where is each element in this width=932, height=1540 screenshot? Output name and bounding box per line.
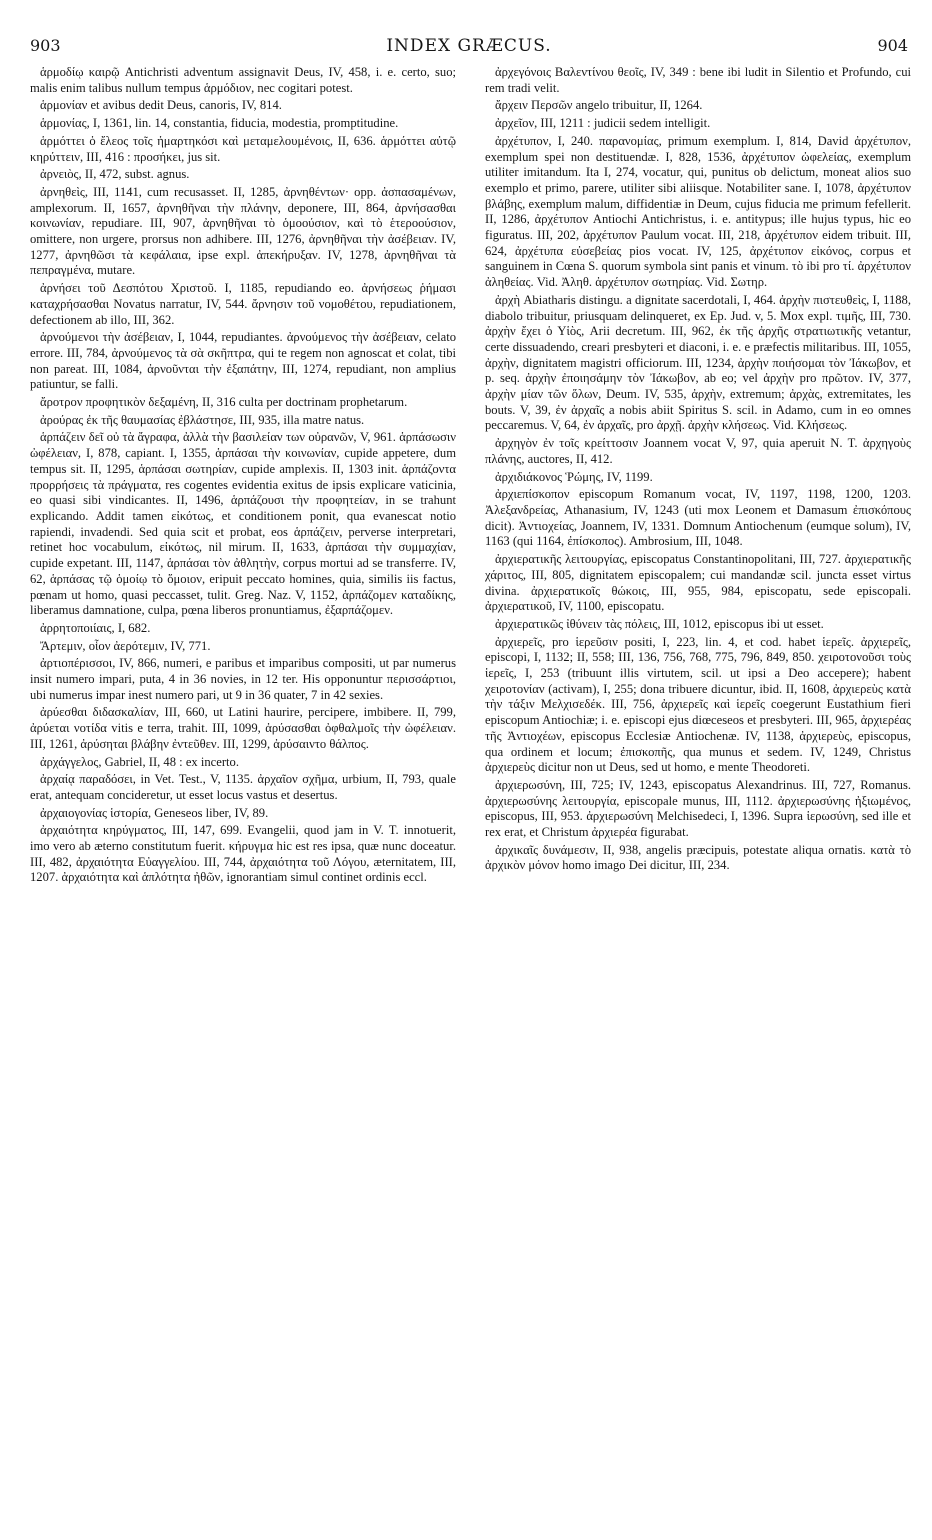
index-entry: ἀρύεσθαι διδασκαλίαν, III, 660, ut Latini haurire, percipere, imbibere. II, 799, ἀρύεται νοτίδα vitis e terra, trahit. III, 1099, ἀρύσασθαι ὀφθαλμοῖς τὴν ὠφέλειαν. III, 1261, ἀρύσηται βλάβην ἐντεῦθεν. III, 1299, ἀρύσαιντο θάλπος. (30, 705, 456, 751)
index-entry: ἀρχεῖον, III, 1211 : judicii sedem intelligit. (495, 116, 711, 131)
index-entry: ἀρνηθεὶς, III, 1141, cum recusasset. II, 1285, ἀρνηθέντων· opp. ἀσπασαμένων, amplexorum. II, 1657, ἀρνηθῆναι τὴν πλάνην, deponere, III, 864, ἀρνήσασθαι κοινωνίαν, repudiare. III, 907, ἀρνηθῆναι τὸ ὁμοούσιον, καὶ τὸ ἑτεροούσιον, omittere, non urgere, prorsus non adhibere. III, 1276, ἀρνηθῆναι τὴν ἀσέβειαν. IV, 1277, ἀρνηθῶσι τὰ κεφάλαια, ipse expl. ἀπεκήρυξαν. IV, 1278, ἀρνηθῆναι τὰ πεπραγμένα, mutare. (30, 184, 456, 278)
index-entry: ἀρχιερατικῆς λειτουργίας, episcopatus Constantinopolitani, III, 727. ἀρχιερατικῆς χάριτος, III, 805, dignitatem episcopalem; cui mandandæ scil. juncta esset virtus divina. ἀρχιερατικοῖς θώκοις, III, 955, 984, episcopatu, sede episcopali. ἀρχιερατικοῦ, IV, 1100, episcopatu. (485, 552, 911, 614)
index-entry: ἀρχέτυπον, I, 240. παρανομίας, primum exemplum. I, 814, David ἀρχέτυπον, exemplum spei non destituendæ. I, 828, 1536, ἀρχέτυπον ὠφελείας, exemplum utiliter imitandum. Ita I, 274, vocatur, qui, punitus ob delictum, moneat alios suo exemplo et primo, parere, utiliter sibi aliisque. Notabiliter sane. I, 1078, ἀρχέτυπον βλάβης, exemplum malum, diffidentiæ in Deum, cujus fiducia me primum fefellerit. II, 1286, ἀρχέτυπον Antiochi Antichristus, i. e. antitypus; ille hujus typus, hic eo figuratus. III, 202, ἀρχέτυπον Paulum vocat. III, 218, ἀρχέτυπον eidem tribuit. III, 624, ἀρχέτυπα εὐσεβείας pios vocat. IV, 125, ἀρχέτυπον εἰκόνος, corpus et sanguinem in Cœna S. quorum symbola sint panis et vinum. τὸ ibi pro τί. ἀρχέτυπον ἀληθείας. Vid. Ἀληθ. ἀρχέτυπον σωτηρίας. Vid. Σωτηρ. (485, 133, 911, 290)
index-entry: Ἄρτεμιν, οἷον ἀερότεμιν, IV, 771. (40, 638, 211, 653)
index-entry: ἀρχιερατικῶς ἰθύνειν τὰς πόλεις, III, 1012, episcopus ibi ut esset. (495, 616, 824, 631)
index-entry: ἀρχάγγελος, Gabriel, II, 48 : ex incerto. (40, 754, 239, 769)
left-column (30, 65, 456, 1510)
index-entry: ἀρχιεπίσκοπον episcopum Romanum vocat, IV, 1197, 1198, 1200, 1203. Ἀλεξανδρείας, Athanasium, IV, 1243 (uti mox Leonem et Damasum ἐπισκόπους dicit). Ἀντιοχείας, Joannem, IV, 1331. Domnum Antiochenum (eumque solum), IV, 1163 (qui 1164, ἐπίσκοπος). Ambrosium, III, 1048. (485, 487, 911, 549)
index-entry: ἀρχιερεῖς, pro ἱερεῦσιν positi, I, 223, lin. 4, et cod. habet ἱερεῖς. ἀρχιερεῖς, episcopi, I, 1132; II, 558; III, 136, 756, 768, 775, 796, 849, 850. χειροτονοῦσι τοὺς ἱερεῖς, I, 253 (tribuunt illis virtutem, scil. ut ipsi a Deo accepere); habent χειροτονίαν (activam), I, 255; dona tribuere dicuntur, ibid. II, 1608, ἀρχιερεὺς κατὰ τὴν τάξιν Μελχισεδέκ. III, 756, ἀρχιερεῖς καὶ ἱερεῖς coegerunt Eustathium fieri episcopum Antiochiæ; i. e. episcopi ejus diœceseos et presbyteri. III, 965, ἀρχιερέας τῆς Ἀντιοχέων, episcopus Ecclesiæ Antiochenæ. IV, 1138, ἀρχιερεὺς, episcopus, qua ordinem et locum; ἐπισκοπῆς, qua munus et sedem. IV, 1249, Christus ἀρχιερεὺς dicitur non ut Deus, sed ut homo, e mente Theodoreti. (485, 634, 911, 775)
index-entry: ἀρχαίᾳ παραδόσει, in Vet. Test., V, 1135. ἀρχαῖον σχῆμα, urbium, II, 793, quale erat, antequam concideretur, ut esset locus vastus et desertus. (30, 772, 456, 802)
right-column (485, 65, 911, 1510)
index-entry: ἀρχηγὸν ἐν τοῖς κρείττοσιν Joannem vocat V, 97, quia aperuit N. T. ἀρχηγοὺς πλάνης, auctores, II, 412. (485, 436, 911, 466)
index-entry: ἀρούρας ἐκ τῆς θαυμασίας ἐβλάστησε, III, 935, illa matre natus. (40, 412, 365, 427)
page-number-left: 903 (30, 36, 61, 55)
index-entry: ἀρνειὸς, II, 472, subst. agnus. (40, 167, 190, 182)
index-entry: ἀρχεγόνοις Βαλεντίνου θεοῖς, IV, 349 : bene ibi ludit in Silentio et Profundo, cui rem tradi velit. (485, 65, 911, 95)
index-entry: ἄροτρον προφητικὸν δεξαμένη, II, 316 culta per doctrinam prophetarum. (40, 395, 408, 410)
index-entry: ἁρπάζειν δεῖ οὐ τὰ ἄγραφα, ἀλλὰ τὴν βασιλείαν των οὐρανῶν, V, 961. ἁρπάσωσιν ὠφέλειαν, I, 878, capiant. I, 1355, ἁρπάσαι τὴν κοινωνίαν, cupide appetere, dum tempus sit. II, 1295, ἁρπάσαι σωτηρίαν, cupide amplexis. II, 1303 init. ἁρπάζοντα προρρήσεις τὰ πράγματα, res cogentes evidentia exitus de ipsis explicare vaticinia, eo quasi sibi vindicantes. II, 1496, ἁρπάζουσι τὴν προφητείαν, in se trahunt explicando. Addit tamen εἰκότως, et conditionem ponit, qua evanescat notio rapiendi, invadendi. Sed quia scit et probat, eos ἁρπάζειν, perverse interpretari, retinet hoc vocabulum, εἰκότως, nil mirum. II, 1633, ἁρπάσαι τὴν συμμαχίαν, cupide expetant. III, 1147, ἁρπάσαι τὸν ἀθλητὴν, corpus mortui ad se transferre. IV, 62, ἁρπάσας τῷ ὁμοίῳ τὸ ὅμοιον, eripuit peccato homines, quia, similis iis factus, pœnam ut homo, quasi peccasset, tulit. Greg. Naz. V, 1152, ἁρπάζομεν καταδίκης, liberamus damnatione, culpa, pœna liberos pronuntiamus, ἐξαρπάζομεν. (30, 430, 456, 618)
index-entry: ἀρνήσει τοῦ Δεσπότου Χριστοῦ. I, 1185, repudiando eo. ἀρνήσεως ῥήμασι καταχρήσασθαι Novatus narratur, IV, 544. ἄρνησιν τοῦ νομοθέτου, repudiationem, defectionem ab illo, III, 362. (30, 281, 456, 327)
index-entry: ἄρχειν Περσῶν angelo tribuitur, II, 1264. (495, 98, 703, 113)
index-entry: ἀρχιδιάκονος Ῥώμης, IV, 1199. (495, 469, 653, 484)
index-entry: ἁρμοδίῳ καιρῷ Antichristi adventum assignavit Deus, IV, 458, i. e. certo, suo; malis enim talibus nullum tempus ἁρμόδιον, nec cogitari potest. (30, 65, 456, 95)
index-entry: ἀρχικαῖς δυνάμεσιν, II, 938, angelis præcipuis, potestate aliqua ornatis. κατὰ τὸ ἀρχικὸν μόνον homo imago Dei dicitur, III, 234. (485, 842, 911, 873)
index-entry: ἀρνούμενοι τὴν ἀσέβειαν, I, 1044, repudiantes. ἀρνούμενος τὴν ἀσέβειαν, celato errore. III, 784, ἀρνούμενος τὰ σὰ σκῆπτρα, qui te regem non agnoscat et colat, tibi non pareat. III, 1084, ἀρνοῦνται τὴν ἐξαπάτην, III, 1274, repudiant, non amplius patiuntur, se falli. (30, 330, 456, 392)
index-entry: ἀρχιερωσύνη, III, 725; IV, 1243, episcopatus Alexandrinus. III, 727, Romanus. ἀρχιερωσύνης λειτουργία, episcopale munus, III, 1112. ἀρχιερωσύνης ἠξιωμένος, episcopus, III, 953. ἀρχιερωσύνη Melchisedeci, I, 1396. Supra ἱερωσύνη, sed ille et rex erat, et Christum ἀρχιερέα figurabat. (485, 777, 911, 840)
page-header (30, 36, 908, 60)
running-title: INDEX GRÆCUS. (386, 36, 552, 56)
page-number-right: 904 (877, 36, 908, 55)
index-entry: ἀρχαιότητα κηρύγματος, III, 147, 699. Evangelii, quod jam in V. T. innotuerit, imo vero ab æterno constitutum fuerit. κήρυγμα hic est res ipsa, quæ nunc doceatur. III, 482, ἀρχαιότητα Εὐαγγελίου. III, 744, ἀρχαιότητα τοῦ Λόγου, æternitatem, III, 1207. ἀρχαιότητα καὶ ἁπλότητα ἠθῶν, ignorantiam simul continet ordinis eccl. (30, 823, 456, 885)
index-entry: ἀρτιοπέρισσοι, IV, 866, numeri, e paribus et imparibus compositi, ut par numerus insit numero impari, puta, 4 in 36 novies, in 12 ter. His opponuntur περισσάρτιοι, ubi numerus impar inest numero pari, ut 9 in 36 quater, 7 in 42 sexies. (30, 656, 456, 702)
index-entry: ἁρμονίαν et avibus dedit Deus, canoris, IV, 814. (40, 98, 282, 113)
index-entry: ἁρμόττει ὁ ἔλεος τοῖς ἡμαρτηκόσι καὶ μεταμελουμένοις, II, 636. ἁρμόττει αὐτῷ κηρύττειν, III, 416 : προσήκει, jus sit. (30, 133, 456, 164)
index-entry: ἀρρητοποιίαις, I, 682. (40, 620, 151, 635)
index-entry: ἀρχαιογονίας ἱστορία, Geneseos liber, IV, 89. (40, 805, 269, 820)
index-entry: ἀρχὴ Abiatharis distingu. a dignitate sacerdotali, I, 464. ἀρχὴν πιστευθεὶς, I, 1188, diabolo tribuitur, priusquam delinqueret, ex Ep. Jud. v, 5. Mox expl. τιμῆς, III, 730. ἀρχὴν ἔχει ὁ Υἱὸς, Arii decretum. III, 962, ἐκ τῆς ἀρχῆς στρατιωτικῆς vetantur, certe dissuadendo, creari presbyteri et diaconi, i. e. e præfectis militaribus. III, 1055, ἀρχὴν, dignitatem magistri officiorum. III, 1234, ἀρχὴν ποιήσομαι τὸν Ἰάκωβον, et p. seq. ἀρχὴν ἐποιησάμην τὸν Ἰάκωβον, ab eo; vel ἀρχὴν pro πρῶτον. IV, 377, ἀρχὴν μίαν τῶν ὅλων, Deum. IV, 535, ἀρχὴν, extremum; ἀρχὰς, extremitates, les bouts. V, 39, ἐν ἀρχαῖς a nobis abiit Spiritus S. scil. in Adamo, cum in eo omnes peccaremus. V, 64, ἐν ἀρχαῖς, pro ἀρχῇ. ἀρχὴν κλήσεως. Vid. Κλήσεως. (485, 292, 911, 433)
index-entry: ἁρμονίας, I, 1361, lin. 14, constantia, fiducia, modestia, promptitudine. (40, 116, 399, 131)
